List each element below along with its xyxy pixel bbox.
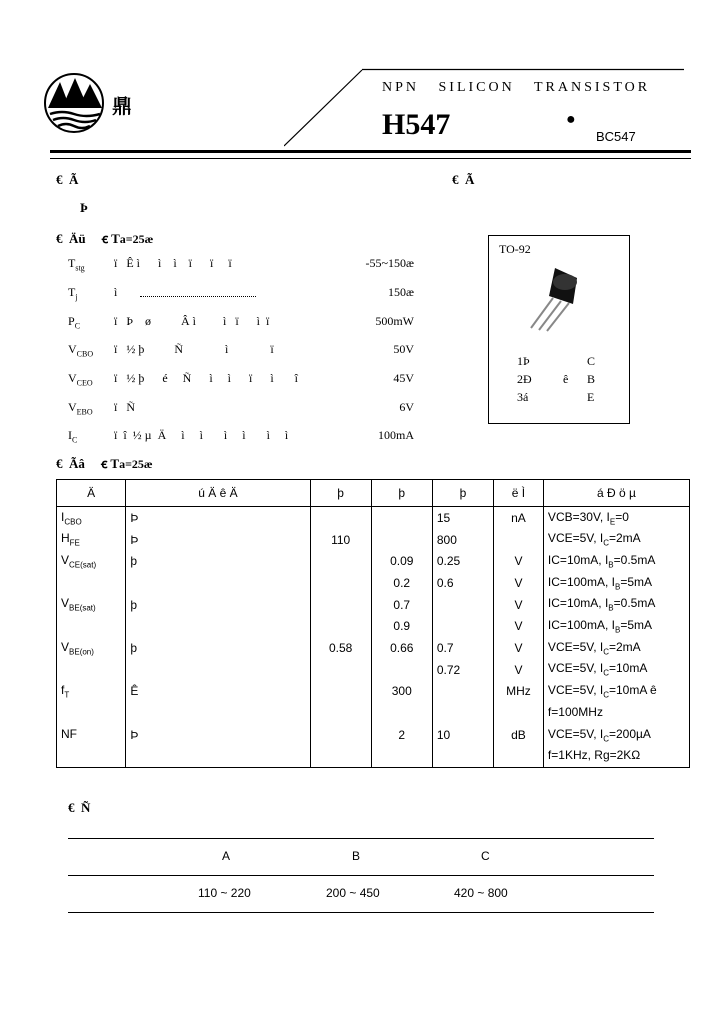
class-label-c: C: [481, 849, 490, 863]
cell-unit: V: [493, 550, 543, 572]
cell-unit: V: [493, 659, 543, 681]
cell-symbol: $V_{BE(on)}$: [57, 637, 126, 659]
cell-typ: 0.66: [371, 637, 432, 659]
cell-max: 0.25: [432, 550, 493, 572]
table-row: [57, 529, 690, 551]
table-row: [57, 702, 690, 724]
cell-condition: Ê: [126, 681, 310, 703]
cell-typ: [371, 702, 432, 724]
cell-min: [310, 594, 371, 616]
cell-condition: [126, 746, 310, 768]
table-row: [57, 594, 690, 616]
cell-test-condition: VCE=5V, $I_C=2mA$: [543, 529, 689, 551]
col-header: Ä: [57, 480, 126, 507]
cell-condition: [126, 702, 310, 724]
cell-symbol: [57, 572, 126, 594]
header-rule-thick: [50, 150, 691, 153]
cell-test-condition: VCE=5V, $I_C=10mA$ ê: [543, 681, 689, 703]
class-rule-top: [68, 838, 654, 839]
rating-ic: $I_C$ ï î ½ µ Ä ì ì ì ì ì ì 100mA: [68, 428, 414, 445]
cell-condition: [126, 615, 310, 637]
cell-min: [310, 572, 371, 594]
cell-max: 0.6: [432, 572, 493, 594]
cell-test-condition: IC=100mA, $I_B=5mA$: [543, 615, 689, 637]
cell-test-condition: f=1KHz, Rg=2KΩ: [543, 746, 689, 768]
col-header: þ: [432, 480, 493, 507]
cell-unit: V: [493, 594, 543, 616]
classification-heading: € Ñ: [68, 800, 91, 815]
cell-typ: 0.7: [371, 594, 432, 616]
table-row: [57, 637, 690, 659]
cell-typ: [371, 529, 432, 551]
cell-test-condition: VCE=5V, $I_C=200\mu A$: [543, 724, 689, 746]
to92-package-icon: [525, 260, 585, 332]
equivalent-part: BC547: [596, 129, 636, 144]
class-range-a: 110 ~ 220: [198, 886, 251, 900]
rating-vceo: $V_{CEO}$ ï ½ þ é Ñ ì ì ï ì î 45V: [68, 371, 414, 388]
rating-pc: $P_C$ ï Þ ø Â ì ì ï ì ï 500mW: [68, 314, 414, 331]
cell-typ: 0.09: [371, 550, 432, 572]
cell-max: [432, 681, 493, 703]
table-row: [57, 724, 690, 746]
features-subtext: Þ: [80, 200, 88, 215]
cell-max: [432, 594, 493, 616]
table-row: [57, 550, 690, 572]
cell-condition: þ: [126, 550, 310, 572]
cell-typ: 0.2: [371, 572, 432, 594]
cell-symbol: NF: [57, 724, 126, 746]
class-label-b: B: [352, 849, 361, 863]
equivalent-glyph: ●: [566, 111, 576, 128]
logo-text: 鼎: [112, 96, 132, 118]
pin-row: 3á E: [517, 390, 595, 404]
cell-condition: þ: [126, 594, 310, 616]
cell-symbol: [57, 746, 126, 768]
cell-min: 0.58: [310, 637, 371, 659]
cell-min: [310, 681, 371, 703]
cell-max: 10: [432, 724, 493, 746]
cell-min: [310, 659, 371, 681]
class-range-c: 420 ~ 800: [454, 886, 508, 900]
header-rule-thin: [50, 158, 691, 159]
cell-max: [432, 746, 493, 768]
col-header: þ: [310, 480, 371, 507]
cell-condition: [126, 572, 310, 594]
col-header: þ: [371, 480, 432, 507]
cell-max: 0.72: [432, 659, 493, 681]
col-header: ú Ä ê Ä: [126, 480, 310, 507]
product-subtitle: NPN SILICON TRANSISTOR: [382, 80, 651, 95]
rating-vebo: $V_{EBO}$ ï Ñ 6V: [68, 400, 414, 417]
table-row: [57, 615, 690, 637]
cell-condition: Þ: [126, 507, 310, 529]
pin-row: 1Þ C: [517, 354, 596, 368]
features-heading: € Ã: [56, 172, 79, 187]
cell-unit: V: [493, 637, 543, 659]
cell-typ: 300: [371, 681, 432, 703]
rating-tj: $T_j$ ì 150æ: [68, 285, 414, 302]
cell-unit: dB: [493, 724, 543, 746]
cell-unit: [493, 746, 543, 768]
cell-unit: nA: [493, 507, 543, 529]
pin-row: 2Ð ê B: [517, 372, 596, 386]
cell-unit: [493, 529, 543, 551]
table-row: [57, 572, 690, 594]
table-row: [57, 507, 690, 529]
class-range-b: 200 ~ 450: [326, 886, 380, 900]
cell-max: [432, 615, 493, 637]
cell-typ: [371, 507, 432, 529]
pin-list: [517, 354, 625, 408]
mountain-logo-icon: [44, 72, 110, 134]
cell-test-condition: f=100MHz: [543, 702, 689, 724]
cell-unit: [493, 702, 543, 724]
cell-symbol: $V_{BE(sat)}$: [57, 594, 126, 616]
cell-typ: 2: [371, 724, 432, 746]
cell-typ: [371, 746, 432, 768]
cell-min: [310, 724, 371, 746]
cell-typ: 0.9: [371, 615, 432, 637]
application-heading: € Ã: [452, 172, 475, 187]
rating-vcbo: $V_{CBO}$ ï ½ þ Ñ ì ï 50V: [68, 342, 414, 359]
cell-test-condition: VCE=5V, $I_C=10mA$: [543, 659, 689, 681]
table-row: [57, 681, 690, 703]
cell-condition: þ: [126, 637, 310, 659]
cell-symbol: [57, 659, 126, 681]
cell-symbol: $H_{FE}$: [57, 529, 126, 551]
cell-test-condition: VCE=5V, $I_C=2mA$: [543, 637, 689, 659]
company-logo: [44, 72, 110, 134]
rating-tstg: $T_{stg}$ ï Ê ì ì ì ï ï ï -55~150æ: [68, 256, 414, 273]
table-row: [57, 746, 690, 768]
cell-test-condition: VCB=30V, $I_E=0$: [543, 507, 689, 529]
cell-typ: [371, 659, 432, 681]
cell-test-condition: IC=10mA, $I_B=0.5mA$: [543, 550, 689, 572]
cell-min: 110: [310, 529, 371, 551]
cell-max: 0.7: [432, 637, 493, 659]
electrical-heading: € Ãâ ꞓ Ta=25æ: [56, 456, 153, 471]
cell-min: [310, 702, 371, 724]
table-row: [57, 659, 690, 681]
part-number: H547: [382, 108, 451, 141]
dotted-leader: [140, 296, 256, 297]
cell-test-condition: IC=100mA, $I_B=5mA$: [543, 572, 689, 594]
package-name: TO-92: [499, 242, 531, 256]
cell-max: 15: [432, 507, 493, 529]
cell-min: [310, 615, 371, 637]
cell-symbol: $I_{CBO}$: [57, 507, 126, 529]
cell-symbol: [57, 702, 126, 724]
cell-symbol: $V_{CE(sat)}$: [57, 550, 126, 572]
cell-symbol: [57, 615, 126, 637]
cell-max: 800: [432, 529, 493, 551]
col-header: ë Ì: [493, 480, 543, 507]
cell-unit: V: [493, 615, 543, 637]
cell-condition: Þ: [126, 724, 310, 746]
cell-min: [310, 550, 371, 572]
cell-max: [432, 702, 493, 724]
class-label-a: A: [222, 849, 231, 863]
cell-unit: MHz: [493, 681, 543, 703]
characteristics-table: [56, 479, 690, 768]
col-header: á Ð ö µ: [543, 480, 689, 507]
package-box: [488, 235, 630, 424]
cell-symbol: $f_T$: [57, 681, 126, 703]
ratings-heading: € Äü ꞓ Ta=25æ: [56, 231, 154, 246]
cell-min: [310, 746, 371, 768]
cell-min: [310, 507, 371, 529]
class-rule-mid: [68, 875, 654, 876]
cell-test-condition: IC=10mA, $I_B=0.5mA$: [543, 594, 689, 616]
cell-condition: [126, 659, 310, 681]
cell-condition: Þ: [126, 529, 310, 551]
class-rule-bottom: [68, 912, 654, 913]
table-header-row: [57, 480, 690, 507]
cell-unit: V: [493, 572, 543, 594]
